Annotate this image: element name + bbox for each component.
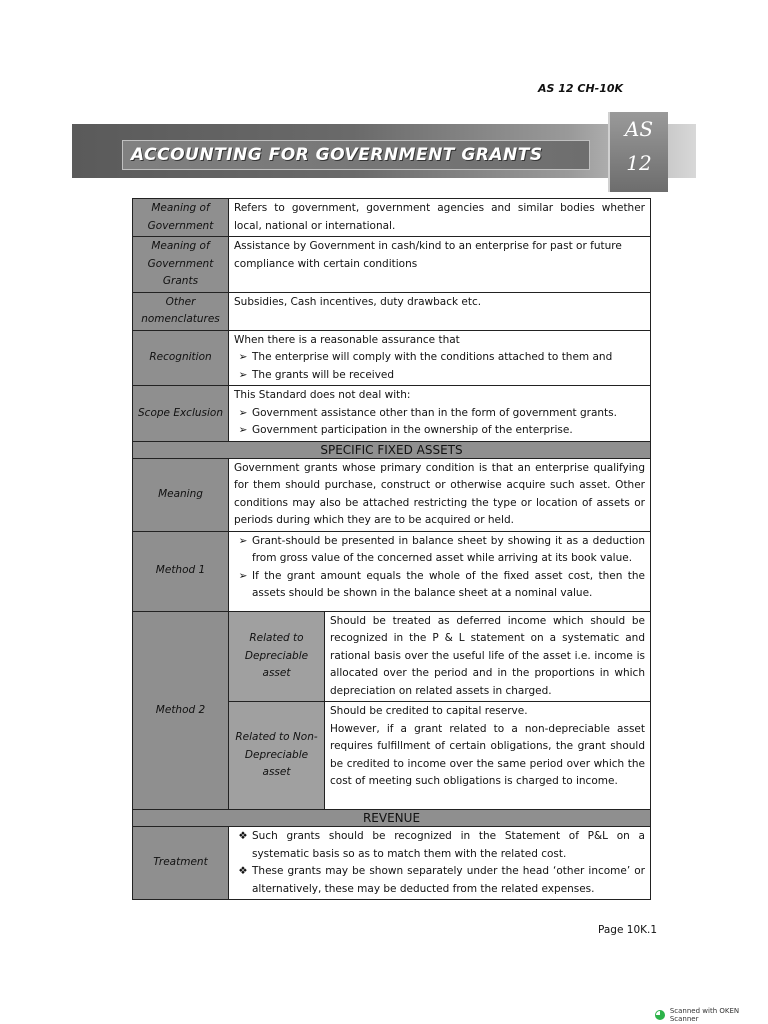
arrow-bullet-icon: ➢	[238, 368, 248, 381]
row-label: Meaning	[133, 458, 229, 531]
list-item-text: Such grants should be recognized in the Statement of P&L on a systematic basis so as to match them with the related cost.	[252, 830, 645, 860]
content-line: However, if a grant related to a non-depreciable asset requires fulfillment of certain obligations, the grant should be credited to income over the same period over which the cost of meeting such obligations is charged to income.	[330, 722, 645, 787]
list-item	[234, 367, 645, 385]
row-label: Treatment	[133, 827, 229, 900]
arrow-bullet-icon: ➢	[238, 424, 248, 436]
list-item	[234, 863, 645, 898]
row-intro: When there is a reasonable assurance that	[234, 333, 460, 346]
row-label: Method 1	[133, 531, 229, 611]
row-label: Scope Exclusion	[133, 386, 229, 442]
table-row	[133, 292, 651, 330]
table-row	[133, 827, 651, 900]
list-item	[234, 828, 645, 863]
row-label: Recognition	[133, 330, 229, 386]
diamond-bullet-icon: ❖	[238, 830, 248, 842]
row-content	[229, 531, 651, 611]
table-row	[133, 611, 651, 702]
summary-table	[132, 198, 651, 900]
scanner-logo-icon	[655, 1010, 665, 1020]
section-header-row	[133, 810, 651, 827]
arrow-bullet-icon: ➢	[238, 569, 248, 582]
row-label: Meaning of Government Grants	[133, 237, 229, 293]
row-content: Should be treated as deferred income which should be recognized in the P & L statement on a systematic and rational basis over the useful life of the asset i.e. income is allocated over the period and in the proportions in which depreciation on related assets in charged.	[325, 611, 651, 702]
scanner-watermark	[655, 1007, 768, 1023]
arrow-bullet-icon: ➢	[238, 406, 248, 419]
row-content: Assistance by Government in cash/kind to an enterprise for past or future compliance with certain conditions	[229, 237, 651, 293]
page-title: ACCOUNTING FOR GOVERNMENT GRANTS	[122, 140, 590, 170]
list-item	[234, 349, 645, 367]
list-item	[234, 405, 645, 423]
row-content: Subsidies, Cash incentives, duty drawback etc.	[229, 292, 651, 330]
diamond-bullet-icon: ❖	[238, 865, 248, 877]
list-item-text: If the grant amount equals the whole of the fixed asset cost, then the assets should be shown in the balance sheet at a nominal value.	[252, 569, 645, 599]
row-label: Other nomenclatures	[133, 292, 229, 330]
list-item-text: Grant-should be presented in balance sheet by showing it as a deduction from gross value of the concerned asset while arriving at its book value.	[252, 534, 645, 564]
list-item	[234, 568, 645, 603]
content-line: Should be credited to capital reserve.	[330, 705, 528, 717]
section-title: SPECIFIC FIXED ASSETS	[133, 441, 651, 458]
badge-line-1: AS	[624, 117, 654, 141]
table-row	[133, 237, 651, 293]
row-intro: This Standard does not deal with:	[234, 389, 411, 401]
table-row	[133, 531, 651, 611]
table-row	[133, 330, 651, 386]
row-label: Method 2	[133, 611, 229, 810]
page-code: AS 12 CH-10K	[538, 82, 624, 95]
arrow-bullet-icon: ➢	[238, 351, 248, 363]
list-item-text: Government participation in the ownership of the enterprise.	[252, 424, 573, 436]
scanner-text: Scanned with OKEN Scanner	[669, 1007, 740, 1023]
section-header-row	[133, 441, 651, 458]
list-item	[234, 422, 645, 440]
row-label: Meaning of Government	[133, 199, 229, 237]
arrow-bullet-icon: ➢	[238, 534, 248, 547]
list-item	[234, 533, 645, 568]
list-item-text: The enterprise will comply with the conditions attached to them and	[252, 351, 613, 363]
list-item-text: Government assistance other than in the form of government grants.	[252, 406, 617, 419]
table-row	[133, 458, 651, 531]
list-item-text: The grants will be received	[252, 368, 395, 381]
page-number: Page 10K.1	[598, 924, 658, 936]
sub-row-label: Related to Non-Depreciable asset	[229, 702, 325, 810]
section-title: REVENUE	[133, 810, 651, 827]
table-row	[133, 199, 651, 237]
list-item-text: These grants may be shown separately under the head ‘other income’ or alternatively, these may be deducted from the related expenses.	[252, 865, 645, 895]
row-content	[229, 386, 651, 442]
standard-badge	[608, 112, 668, 192]
row-content	[325, 702, 651, 810]
row-content: Government grants whose primary condition is that an enterprise qualifying for them should purchase, construct or otherwise acquire such asset. Other conditions may also be attached restricting the type or location of assets or periods during which they are to be acquired or held.	[229, 458, 651, 531]
row-content: Refers to government, government agencies and similar bodies whether local, national or international.	[229, 199, 651, 237]
sub-row-label: Related to Depreciable asset	[229, 611, 325, 702]
row-content	[229, 330, 651, 386]
table-row	[133, 386, 651, 442]
row-content	[229, 827, 651, 900]
badge-line-2: 12	[626, 151, 652, 175]
